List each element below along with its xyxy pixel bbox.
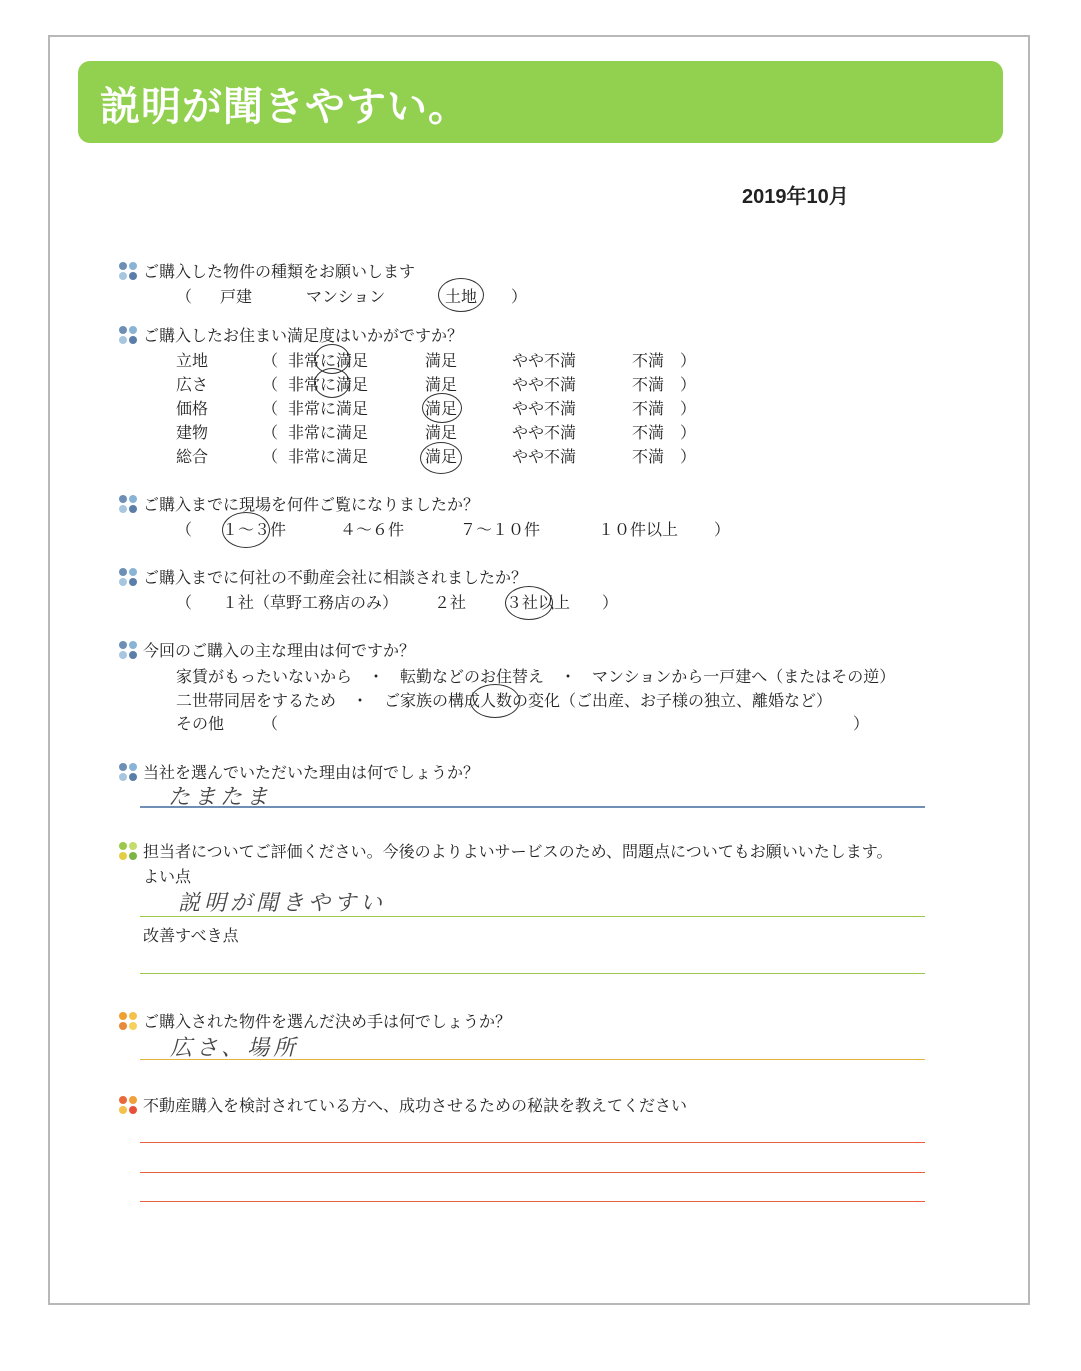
q2-open-paren: （ [262,399,279,418]
q4-option-1-company: １社（草野工務店のみ） [222,593,399,612]
q2-option-somewhat-unsatisfied: やや不満 [512,423,577,442]
page-title: 説明が聞きやすい。 [100,84,469,130]
q1-option-land: 土地 [445,287,478,306]
q4-option-3-plus: ３社以上 [506,593,571,612]
q2-option-somewhat-unsatisfied: やや不満 [512,399,577,418]
answer-line [140,973,925,974]
q5-other-close-paren: ） [853,714,870,733]
q4-open-paren: （ [176,593,193,612]
title-banner [78,61,1003,143]
answer-line [140,1201,925,1202]
answer-line [140,1172,925,1173]
q4-close-paren: ） [602,593,619,612]
selection-circle [222,512,270,548]
q2-option-unsatisfied: 不満 [632,447,665,466]
q9-question: 不動産購入を検討されている方へ、成功させるための秘訣を教えてください [143,1096,688,1115]
q5-question: 今回のご購入の主な理由は何ですか？ [143,641,416,660]
q2-option-unsatisfied: 不満 [632,423,665,442]
q6-question: 当社を選んでいただいた理由は何でしょうか？ [143,763,480,782]
q8-question: ご購入された物件を選んだ決め手は何でしょうか？ [143,1012,512,1031]
answer-line [140,806,925,808]
survey-date: 2019年10月 [742,186,849,208]
q2-close-paren: ） [680,399,697,418]
q3-option-10-plus: １０件以上 [598,520,679,539]
q2-open-paren: （ [262,375,279,394]
q2-option-unsatisfied: 不満 [632,375,665,394]
answer-line [140,1142,925,1143]
q2-option-satisfied: 満足 [425,351,458,370]
answer-line [140,1059,925,1060]
q3-close-paren: ） [714,520,731,539]
q2-option-satisfied: 満足 [425,423,458,442]
bullet-dots-icon [119,641,137,659]
selection-circle [470,684,520,718]
q2-close-paren: ） [680,375,697,394]
selection-circle [420,442,462,474]
bullet-dots-icon [119,763,137,781]
q2-open-paren: （ [262,447,279,466]
q2-option-somewhat-unsatisfied: やや不満 [512,375,577,394]
bullet-dots-icon [119,326,137,344]
q3-option-1-3: １～３件 [222,520,287,539]
q2-row-label: 立地 [176,351,209,370]
q7-question: 担当者についてご評価ください。今後のよりよいサービスのため、問題点についてもお願いいたします。 [143,842,893,861]
q2-option-very-satisfied: 非常に満足 [288,351,369,370]
bullet-dots-icon [119,1012,137,1030]
bullet-dots-icon [119,842,137,860]
selection-circle [314,368,350,398]
q2-question: ご購入したお住まい満足度はいかがですか？ [143,326,464,345]
q2-option-satisfied: 満足 [425,447,458,466]
q2-option-very-satisfied: 非常に満足 [288,375,369,394]
q2-option-unsatisfied: 不満 [632,351,665,370]
q2-option-very-satisfied: 非常に満足 [288,423,369,442]
q1-option-house: 戸建 [220,287,253,306]
q2-option-somewhat-unsatisfied: やや不満 [512,447,577,466]
q2-open-paren: （ [262,351,279,370]
q1-open-paren: （ [176,287,193,306]
q7-handwritten-good-answer: 説明が聞きやすい [178,891,387,916]
q7-improve-label: 改善すべき点 [143,926,239,945]
q2-row-label: 広さ [176,375,209,394]
selection-circle [422,393,462,423]
q8-handwritten-answer: 広さ、場所 [170,1036,300,1061]
q5-reasons-line2: 二世帯同居をするため ・ ご家族の構成人数の変化（ご出産、お子様の独立、離婚など） [176,691,833,710]
q6-handwritten-answer: たまたま [168,785,273,810]
q3-option-4-6: ４～６件 [340,520,405,539]
bullet-dots-icon [119,568,137,586]
bullet-dots-icon [119,262,137,280]
q5-other-label: その他 [176,714,225,733]
q2-close-paren: ） [680,447,697,466]
q3-option-7-10: ７～１０件 [460,520,541,539]
q2-option-very-satisfied: 非常に満足 [288,447,369,466]
selection-circle [438,278,484,312]
q2-row-label: 建物 [176,423,209,442]
q4-option-2-companies: ２社 [434,593,467,612]
q1-option-mansion: マンション [306,287,386,306]
q2-option-somewhat-unsatisfied: やや不満 [512,351,577,370]
q2-open-paren: （ [262,423,279,442]
q2-row-label: 総合 [176,447,209,466]
q3-question: ご購入までに現場を何件ご覧になりましたか？ [143,495,480,514]
q2-close-paren: ） [680,351,697,370]
q2-option-satisfied: 満足 [425,375,458,394]
q1-question: ご購入した物件の種類をお願いします [143,262,416,281]
q2-option-very-satisfied: 非常に満足 [288,399,369,418]
q1-close-paren: ） [511,287,528,306]
q5-reasons-line1: 家賃がもったいないから ・ 転勤などのお住替え ・ マンションから一戸建へ（またはその逆） [176,667,896,686]
answer-line [140,916,925,917]
q4-question: ご購入までに何社の不動産会社に相談されましたか？ [143,568,528,587]
bullet-dots-icon [119,1096,137,1114]
q5-other-open-paren: （ [262,714,279,733]
q2-close-paren: ） [680,423,697,442]
q2-row-label: 価格 [176,399,209,418]
q2-option-satisfied: 満足 [425,399,458,418]
selection-circle [505,586,553,620]
bullet-dots-icon [119,495,137,513]
q2-option-unsatisfied: 不満 [632,399,665,418]
q7-good-label: よい点 [143,867,192,886]
q3-open-paren: （ [176,520,193,539]
